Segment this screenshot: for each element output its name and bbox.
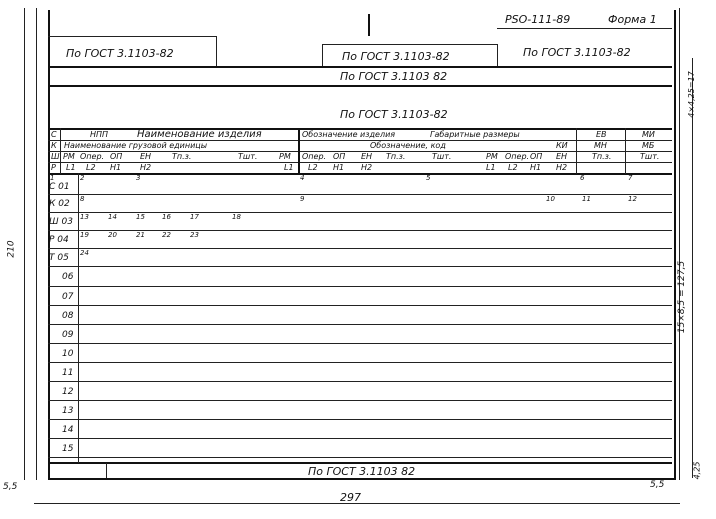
dim-bottom-right: 4,25 <box>692 461 702 480</box>
dim-line-height <box>24 8 25 480</box>
hdr-tpz2: Тп.з. <box>592 152 612 161</box>
hdr-a-rm: РМ <box>63 152 75 161</box>
cell-num: 10 <box>546 195 555 203</box>
row-num-1: 1 <box>50 174 55 182</box>
hdr-npp: НПП <box>90 130 109 139</box>
cell-num: 8 <box>80 195 85 203</box>
hdr-a-op: ОП <box>110 152 123 161</box>
row-label: 12 <box>62 387 74 397</box>
row-label: 08 <box>62 311 74 321</box>
row-label: 06 <box>62 272 74 282</box>
hdr-b-en: ЕН <box>361 152 373 161</box>
row-label: Р 04 <box>49 235 69 245</box>
hdr-mb: МБ <box>642 141 655 150</box>
line <box>625 128 626 174</box>
footer-divider <box>106 463 107 478</box>
hdr-c-h2: Н2 <box>556 163 568 172</box>
row-label: 07 <box>62 292 74 302</box>
hdr-c-rm: РМ <box>486 152 498 161</box>
cell-num: 5 <box>426 174 431 182</box>
hdr-a-h1: Н1 <box>110 163 122 172</box>
hdr-c-h1: Н1 <box>530 163 542 172</box>
hdr-b-tsht: Тшт. <box>432 152 452 161</box>
dim-line-right <box>692 58 693 478</box>
line <box>48 85 672 87</box>
hdr-b-op: ОП <box>333 152 346 161</box>
hdr-a-l1: L1 <box>66 163 76 172</box>
line <box>48 66 672 68</box>
dim-mid-right: 15×8,5 = 127,5 <box>677 260 688 334</box>
cell-num: 4 <box>300 174 305 182</box>
cell-num: 9 <box>300 195 305 203</box>
hdr-b-tpz: Тп.з. <box>386 152 406 161</box>
row-label: Т 05 <box>49 253 69 263</box>
row-line <box>48 400 672 401</box>
cell-num: 12 <box>628 195 637 203</box>
cell-num: 21 <box>136 231 145 239</box>
hdr-ev: ЕВ <box>596 130 607 139</box>
hdr-a-h2: Н2 <box>140 163 152 172</box>
row-label: Ш 03 <box>49 217 73 227</box>
dim-height: 210 <box>6 240 17 258</box>
row-line <box>48 419 672 420</box>
hdr-mn: МН <box>594 141 607 150</box>
row-label: С 01 <box>49 182 70 192</box>
row-line <box>48 462 672 464</box>
hdr-b-rm: РМ <box>279 152 291 161</box>
hdr-b-h2: Н2 <box>361 163 373 172</box>
gost-right: По ГОСТ 3.1103-82 <box>523 46 631 59</box>
row-label: 10 <box>62 349 74 359</box>
hdr-c-oper: Опер. <box>505 152 530 161</box>
hdr-tsht2: Тшт. <box>640 152 660 161</box>
cell-num: 3 <box>136 174 141 182</box>
row-label: 14 <box>62 425 74 435</box>
row-line <box>48 286 672 287</box>
gost-row2: По ГОСТ 3.1103 82 <box>340 70 448 83</box>
form-code: PSO-111-89 <box>505 13 571 26</box>
row-label: 11 <box>62 368 74 378</box>
hdr-b-h1: Н1 <box>333 163 345 172</box>
row-label: 13 <box>62 406 74 416</box>
hdr-c-l1: L1 <box>486 163 496 172</box>
row-line <box>48 438 672 439</box>
hdr-ki: КИ <box>556 141 568 150</box>
gost-left: По ГОСТ 3.1103-82 <box>66 47 174 60</box>
dim-top-right: 4×4,25=17 <box>686 71 696 118</box>
cell-num: 15 <box>136 213 145 221</box>
cell-num: 23 <box>190 231 199 239</box>
line <box>576 128 577 174</box>
hdr-a-oper: Опер. <box>80 152 105 161</box>
dim-width: 297 <box>340 491 361 504</box>
label-column-line <box>78 173 79 463</box>
hdr-cargo-name: Наименование грузовой единицы <box>64 141 208 150</box>
hdr-code: Обозначение, код <box>370 141 446 150</box>
dim-left-margin: 5,5 <box>3 482 18 492</box>
line <box>60 128 61 174</box>
row-line <box>48 381 672 382</box>
cell-num: 6 <box>580 174 585 182</box>
hdr-r: Р <box>51 163 56 172</box>
cell-num: 16 <box>162 213 171 221</box>
hdr-a-tsht: Тшт. <box>238 152 258 161</box>
hdr-a-tpz: Тп.з. <box>172 152 192 161</box>
row-line <box>48 248 672 249</box>
cell-num: 18 <box>232 213 241 221</box>
gost-mid: По ГОСТ 3.1103-82 <box>342 50 450 63</box>
row-line <box>48 324 672 325</box>
hdr-b-oper: Опер. <box>302 152 327 161</box>
hdr-dims: Габаритные размеры <box>430 130 520 139</box>
row-line <box>48 343 672 344</box>
row-line <box>48 266 672 267</box>
hdr-b-l1: L1 <box>284 163 294 172</box>
cell-num: 2 <box>80 174 85 182</box>
cell-num: 17 <box>190 213 199 221</box>
cell-num: 19 <box>80 231 89 239</box>
hdr-b-l2: L2 <box>308 163 318 172</box>
hdr-a-en: ЕН <box>140 152 152 161</box>
line <box>298 128 300 174</box>
form-number: Форма 1 <box>608 13 657 26</box>
cell-num: 7 <box>628 174 633 182</box>
hdr-k: К <box>51 141 57 150</box>
row-line <box>48 362 672 363</box>
row-line <box>48 305 672 306</box>
gost-row3: По ГОСТ 3.1103-82 <box>340 108 448 121</box>
cell-num: 13 <box>80 213 89 221</box>
cell-num: 22 <box>162 231 171 239</box>
row-label: 09 <box>62 330 74 340</box>
line <box>48 173 672 175</box>
hdr-item-code: Обозначение изделия <box>302 130 396 139</box>
hdr-c: С <box>51 130 57 139</box>
hdr-mi: МИ <box>642 130 655 139</box>
hdr-item-name: Наименование изделия <box>137 129 262 140</box>
cell-num: 24 <box>80 249 89 257</box>
hdr-c-op: ОП <box>530 152 543 161</box>
hdr-a-l2: L2 <box>86 163 96 172</box>
hdr-c-l2: L2 <box>508 163 518 172</box>
hdr-c-en: ЕН <box>556 152 568 161</box>
row-label: К 02 <box>49 199 70 209</box>
dim-right-margin: 5,5 <box>650 480 665 490</box>
row-line <box>48 194 672 195</box>
row-label: 15 <box>62 444 74 454</box>
row-line <box>48 457 672 458</box>
cell-num: 11 <box>582 195 591 203</box>
cell-num: 20 <box>108 231 117 239</box>
cell-num: 14 <box>108 213 117 221</box>
tick-mark <box>368 14 370 36</box>
footer-gost: По ГОСТ 3.1103 82 <box>308 465 416 478</box>
hdr-sh: Ш <box>51 152 60 161</box>
